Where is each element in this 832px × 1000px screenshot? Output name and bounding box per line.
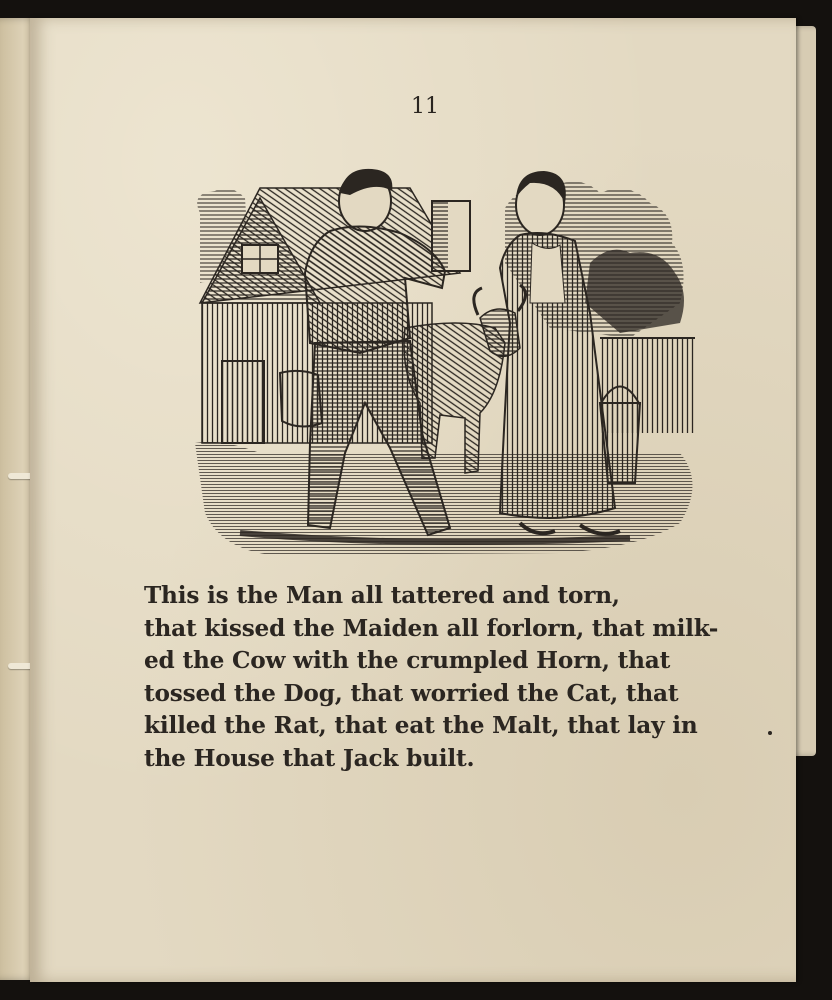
ink-speck: [768, 731, 772, 735]
text-line: that kissed the Maiden all forlorn, that milk-: [144, 614, 719, 642]
milk-pail: [600, 403, 640, 483]
text-line: tossed the Dog, that worried the Cat, that: [144, 679, 679, 707]
man-hat: [280, 371, 322, 427]
book-page: [30, 18, 796, 982]
woodcut-illustration: [160, 153, 706, 573]
text-line: ed the Cow with the crumpled Horn, that: [144, 647, 671, 674]
house-door: [222, 361, 264, 443]
text-line: killed the Rat, that eat the Malt, that lay in: [144, 712, 698, 739]
text-line: This is the Man all tattered and torn,: [144, 582, 620, 609]
page-number: 11: [411, 94, 439, 119]
nursery-rhyme-text: [144, 580, 734, 775]
text-line: the House that Jack built.: [144, 744, 475, 772]
